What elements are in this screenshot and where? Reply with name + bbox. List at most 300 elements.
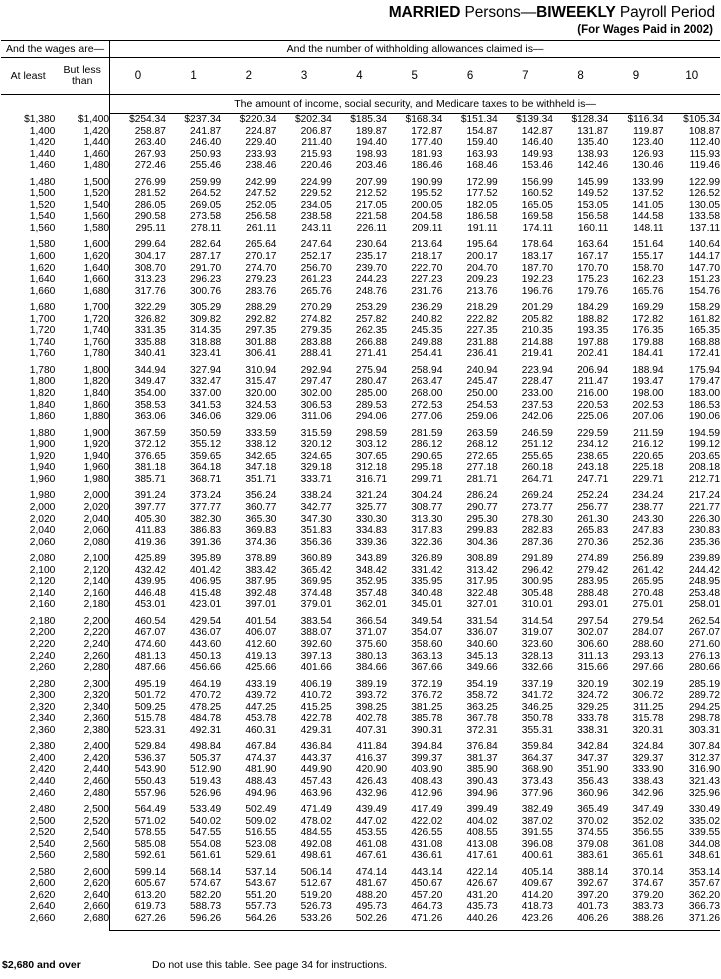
cell-tax-allowance-9: 155.17: [632, 251, 664, 263]
table-row: [1, 878, 720, 890]
cell-tax-allowance-10: 371.26: [688, 913, 720, 924]
cell-at-least: 2,560: [29, 850, 56, 862]
page-subtitle: (For Wages Paid in 2002): [577, 24, 713, 36]
cell-but-less-than: 1,740: [83, 325, 110, 337]
cell-tax-allowance-0: 481.13: [110, 651, 166, 663]
cell-tax-allowance-6: 254.53: [466, 399, 498, 411]
page-title: [0, 4, 715, 22]
cell-tax-allowance-9: 293.13: [632, 650, 664, 662]
cell-tax-allowance-8: 160.11: [577, 222, 609, 234]
cell-but-less-than: 1,800: [83, 364, 110, 376]
cell-at-least: 1,800: [29, 376, 56, 388]
cell-tax-allowance-8: 356.43: [577, 775, 609, 787]
cell-tax-allowance-3: 342.77: [300, 501, 332, 513]
cell-tax-allowance-10: 154.76: [688, 285, 720, 297]
table-row: [1, 177, 720, 189]
cell-tax-allowance-8: 297.54: [577, 615, 609, 627]
cell-tax-allowance-6: 295.30: [466, 513, 498, 525]
cell-at-least: 1,480: [29, 176, 56, 188]
cell-tax-allowance-4: 357.48: [355, 587, 388, 599]
cell-tax-allowance-8: 243.18: [577, 462, 609, 474]
table-row: [1, 137, 720, 149]
cell-tax-allowance-8: 379.08: [577, 838, 609, 850]
cell-tax-allowance-3: 356.36: [300, 536, 332, 548]
cell-tax-allowance-1: 305.29: [190, 302, 222, 314]
cell-tax-allowance-8: 311.13: [577, 650, 609, 662]
cell-tax-allowance-5: 443.14: [411, 866, 443, 878]
cell-tax-allowance-3: 406.19: [300, 678, 332, 690]
cell-tax-allowance-7: $139.34: [516, 114, 553, 125]
cell-tax-allowance-1: 512.90: [190, 764, 222, 776]
cell-tax-allowance-0: 363.06: [110, 411, 166, 423]
cell-tax-allowance-1: 443.60: [190, 638, 222, 650]
cell-tax-allowance-7: 323.60: [521, 638, 553, 650]
cell-tax-allowance-9: 365.61: [632, 850, 664, 862]
cell-but-less-than: 1,720: [83, 313, 110, 325]
cell-tax-allowance-4: 439.49: [355, 804, 388, 816]
cell-tax-allowance-5: 263.47: [411, 376, 443, 388]
cell-tax-allowance-7: 377.96: [521, 787, 553, 799]
cell-tax-allowance-3: 526.73: [300, 901, 332, 913]
title-married: MARRIED: [388, 4, 461, 21]
cell-tax-allowance-2: 229.40: [245, 137, 277, 149]
cell-tax-allowance-3: 498.61: [300, 850, 332, 862]
cell-tax-allowance-2: 310.94: [245, 364, 277, 376]
cell-tax-allowance-6: 308.89: [466, 553, 498, 565]
cell-at-least: 2,500: [29, 815, 56, 827]
cell-but-less-than: 2,520: [83, 815, 110, 827]
cell-tax-allowance-5: 390.31: [411, 724, 443, 736]
table-row: [1, 725, 720, 737]
cell-tax-allowance-4: 393.72: [355, 690, 388, 702]
table-row: [1, 490, 720, 502]
cell-at-least: 2,300: [29, 690, 56, 702]
cell-tax-allowance-0: 439.95: [110, 576, 166, 588]
cell-at-least: 1,460: [29, 160, 56, 172]
cell-tax-allowance-3: 374.48: [300, 587, 332, 599]
table-row: [1, 200, 720, 212]
cell-tax-allowance-2: 292.82: [245, 313, 277, 325]
cell-tax-allowance-7: 305.48: [521, 587, 553, 599]
cell-tax-allowance-5: $168.34: [405, 114, 443, 125]
cell-tax-allowance-5: 431.08: [411, 838, 443, 850]
cell-but-less-than: 2,360: [83, 713, 110, 725]
cell-tax-allowance-4: 352.95: [355, 576, 388, 588]
cell-tax-allowance-5: 204.58: [411, 211, 443, 223]
cell-tax-allowance-1: 456.66: [190, 662, 222, 674]
cell-tax-allowance-9: 347.49: [632, 804, 664, 816]
table-row: [1, 576, 720, 588]
cell-tax-allowance-8: 265.83: [577, 525, 609, 537]
cell-but-less-than: 2,060: [83, 525, 110, 537]
cell-tax-allowance-7: 149.93: [521, 148, 553, 160]
cell-tax-allowance-4: 226.11: [356, 222, 388, 234]
cell-tax-allowance-5: 436.61: [411, 850, 443, 862]
cell-tax-allowance-3: 443.37: [300, 752, 332, 764]
cell-tax-allowance-9: 126.93: [632, 148, 664, 160]
header-allowances: And the number of withholding allowances claimed is—: [110, 41, 720, 58]
cell-tax-allowance-1: 269.05: [190, 199, 222, 211]
cell-tax-allowance-2: 481.90: [245, 764, 277, 776]
cell-tax-allowance-1: 259.99: [190, 176, 222, 188]
cell-tax-allowance-9: 288.60: [632, 638, 664, 650]
cell-at-least: 1,680: [29, 302, 56, 314]
cell-tax-allowance-1: 264.52: [190, 188, 222, 200]
cell-tax-allowance-9: 202.53: [632, 399, 664, 411]
header-col-4: 4: [332, 58, 387, 95]
cell-tax-allowance-7: 278.30: [521, 513, 553, 525]
cell-tax-allowance-8: 202.41: [577, 348, 609, 360]
cell-at-least: 1,920: [29, 450, 56, 462]
cell-tax-allowance-6: 240.94: [466, 364, 498, 376]
cell-at-least: 1,720: [29, 325, 56, 337]
table-row: [1, 679, 720, 691]
cell-tax-allowance-1: 255.46: [190, 160, 222, 172]
cell-tax-allowance-7: 237.53: [521, 399, 553, 411]
header-row-top: [1, 41, 720, 58]
cell-tax-allowance-7: 165.05: [521, 199, 553, 211]
cell-tax-allowance-10: 108.87: [688, 125, 720, 137]
cell-tax-allowance-3: 329.18: [300, 462, 332, 474]
cell-tax-allowance-10: 276.13: [688, 650, 720, 662]
cell-tax-allowance-1: 540.02: [190, 815, 222, 827]
cell-tax-allowance-9: 165.76: [632, 285, 664, 297]
cell-tax-allowance-7: 156.99: [521, 176, 553, 188]
cell-tax-allowance-0: 317.76: [110, 286, 166, 298]
header-row-amount-note: [1, 95, 720, 114]
cell-tax-allowance-5: 345.01: [411, 599, 443, 611]
cell-tax-allowance-5: 381.25: [411, 701, 443, 713]
table-bottom-cell: [387, 925, 442, 931]
cell-tax-allowance-10: 348.61: [688, 850, 720, 862]
cell-tax-allowance-0: 578.55: [110, 827, 166, 839]
cell-at-least: 1,820: [29, 388, 56, 400]
cell-tax-allowance-10: 161.82: [688, 313, 720, 325]
cell-tax-allowance-10: 165.35: [688, 325, 720, 337]
cell-tax-allowance-2: 324.53: [245, 399, 277, 411]
cell-tax-allowance-7: 192.23: [521, 274, 553, 286]
cell-but-less-than: 1,980: [83, 473, 110, 485]
cell-but-less-than: 2,440: [83, 764, 110, 776]
cell-tax-allowance-4: 330.30: [355, 513, 388, 525]
cell-tax-allowance-6: 154.87: [466, 125, 498, 137]
cell-tax-allowance-1: 359.65: [190, 450, 222, 462]
cell-at-least: 2,480: [29, 804, 56, 816]
table-row: [1, 901, 720, 913]
cell-tax-allowance-7: 142.87: [521, 125, 553, 137]
cell-tax-allowance-10: 212.71: [688, 473, 720, 485]
cell-tax-allowance-4: 262.35: [355, 325, 388, 337]
cell-tax-allowance-10: 203.65: [688, 450, 720, 462]
table-row: [1, 599, 720, 611]
cell-tax-allowance-10: 262.54: [688, 615, 720, 627]
cell-tax-allowance-5: 177.40: [411, 137, 443, 149]
page-title-block: [0, 0, 721, 36]
header-col-7: 7: [498, 58, 553, 95]
cell-tax-allowance-3: 283.88: [300, 336, 332, 348]
cell-tax-allowance-8: 211.47: [577, 376, 609, 388]
cell-tax-allowance-1: 526.96: [190, 787, 222, 799]
cell-tax-allowance-5: 326.89: [411, 553, 443, 565]
cell-tax-allowance-3: 338.24: [300, 490, 332, 502]
cell-tax-allowance-2: 342.65: [245, 450, 277, 462]
cell-tax-allowance-10: 151.23: [688, 274, 720, 286]
cell-tax-allowance-5: 240.82: [411, 313, 443, 325]
cell-tax-allowance-0: 460.54: [110, 616, 166, 628]
cell-tax-allowance-5: 403.90: [411, 764, 443, 776]
cell-tax-allowance-10: 168.88: [688, 336, 720, 348]
table-row: [1, 651, 720, 663]
cell-tax-allowance-10: 366.73: [688, 901, 720, 913]
cell-tax-allowance-1: 429.54: [190, 615, 222, 627]
cell-at-least: 2,600: [29, 878, 56, 890]
cell-tax-allowance-10: 244.42: [688, 564, 720, 576]
cell-tax-allowance-2: 392.48: [245, 587, 277, 599]
cell-tax-allowance-10: 115.93: [689, 148, 720, 160]
cell-tax-allowance-5: 200.05: [411, 199, 443, 211]
cell-tax-allowance-9: 374.67: [632, 878, 664, 890]
cell-tax-allowance-0: 529.84: [110, 741, 166, 753]
table-bottom-cell: [553, 925, 608, 931]
cell-tax-allowance-4: 366.54: [355, 615, 388, 627]
cell-tax-allowance-2: 509.02: [245, 815, 277, 827]
cell-tax-allowance-2: 397.01: [245, 599, 277, 611]
cell-tax-allowance-6: 195.64: [466, 239, 498, 251]
cell-tax-allowance-1: 391.36: [190, 536, 222, 548]
cell-tax-allowance-9: 169.29: [632, 302, 664, 314]
cell-tax-allowance-1: 300.76: [190, 285, 222, 297]
cell-tax-allowance-4: 230.64: [355, 239, 388, 251]
cell-tax-allowance-4: 298.59: [355, 427, 388, 439]
cell-tax-allowance-6: 435.73: [466, 901, 498, 913]
cell-tax-allowance-7: 396.08: [521, 838, 553, 850]
table-row: [1, 816, 720, 828]
cell-tax-allowance-6: 263.59: [466, 427, 498, 439]
cell-tax-allowance-4: 221.58: [355, 211, 388, 223]
cell-tax-allowance-0: 331.35: [110, 325, 166, 337]
header-col-5: 5: [387, 58, 442, 95]
cell-tax-allowance-0: 550.43: [110, 776, 166, 788]
cell-tax-allowance-10: 235.36: [688, 536, 720, 548]
cell-tax-allowance-10: 312.37: [688, 752, 720, 764]
cell-tax-allowance-9: 238.77: [632, 501, 664, 513]
cell-tax-allowance-1: 341.53: [190, 399, 222, 411]
header-but-less-line1: But less: [63, 64, 101, 76]
cell-tax-allowance-8: 149.52: [577, 188, 609, 200]
table-row: [1, 867, 720, 879]
cell-tax-allowance-1: 406.95: [190, 576, 222, 588]
cell-tax-allowance-2: 439.72: [245, 690, 277, 702]
cell-tax-allowance-1: 484.78: [190, 713, 222, 725]
cell-tax-allowance-9: 256.89: [632, 553, 664, 565]
cell-tax-allowance-4: 384.66: [355, 662, 388, 674]
cell-tax-allowance-3: 369.95: [300, 576, 332, 588]
cell-tax-allowance-0: 372.12: [110, 439, 166, 451]
cell-but-less-than: 1,440: [83, 137, 110, 149]
cell-tax-allowance-10: 217.24: [688, 490, 720, 502]
cell-tax-allowance-1: 568.14: [190, 866, 222, 878]
cell-tax-allowance-0: 571.02: [110, 816, 166, 828]
cell-tax-allowance-3: 388.07: [300, 627, 332, 639]
cell-at-least: $1,380: [24, 113, 56, 125]
table-row: [1, 388, 720, 400]
cell-tax-allowance-2: 374.36: [245, 536, 277, 548]
cell-tax-allowance-10: 280.66: [688, 662, 720, 674]
cell-tax-allowance-1: 250.93: [190, 148, 222, 160]
cell-tax-allowance-5: 457.20: [411, 889, 443, 901]
cell-tax-allowance-9: 225.18: [632, 462, 664, 474]
cell-tax-allowance-4: 294.06: [355, 411, 388, 423]
cell-tax-allowance-2: 306.41: [245, 348, 277, 360]
cell-tax-allowance-5: 349.54: [411, 615, 443, 627]
cell-tax-allowance-8: 131.87: [577, 125, 609, 137]
cell-tax-allowance-0: 585.08: [110, 839, 166, 851]
cell-tax-allowance-5: 367.66: [411, 662, 443, 674]
cell-at-least: 2,540: [29, 838, 56, 850]
cell-tax-allowance-6: 218.29: [466, 302, 498, 314]
cell-tax-allowance-2: 529.61: [245, 850, 277, 862]
cell-tax-allowance-7: 350.78: [521, 713, 553, 725]
cell-tax-allowance-2: 274.70: [245, 262, 277, 274]
cell-tax-allowance-4: 217.05: [355, 199, 388, 211]
cell-tax-allowance-0: 263.40: [110, 137, 166, 149]
cell-tax-allowance-10: 258.01: [688, 599, 720, 611]
cell-tax-allowance-1: 596.26: [190, 913, 222, 924]
cell-tax-allowance-7: 291.89: [521, 553, 553, 565]
cell-tax-allowance-5: 450.67: [411, 878, 443, 890]
cell-at-least: 2,520: [29, 827, 56, 839]
cell-tax-allowance-3: 238.58: [300, 211, 332, 223]
table-bottom-cell: [442, 925, 497, 931]
table-row: [1, 274, 720, 286]
cell-tax-allowance-8: 401.73: [577, 901, 609, 913]
table-row: [1, 239, 720, 251]
cell-tax-allowance-0: 487.66: [110, 662, 166, 674]
table-row: [1, 639, 720, 651]
cell-tax-allowance-1: 547.55: [190, 827, 222, 839]
cell-tax-allowance-2: 419.13: [245, 650, 277, 662]
cell-tax-allowance-10: 172.41: [688, 348, 720, 360]
cell-tax-allowance-4: 316.71: [355, 473, 388, 485]
cell-tax-allowance-2: 265.64: [245, 239, 277, 251]
cell-tax-allowance-3: 457.43: [300, 775, 332, 787]
cell-tax-allowance-5: 290.65: [411, 450, 443, 462]
cell-tax-allowance-8: 320.19: [577, 678, 609, 690]
cell-tax-allowance-9: 141.05: [632, 199, 664, 211]
cell-tax-allowance-2: 247.52: [245, 188, 277, 200]
cell-tax-allowance-0: 344.94: [110, 365, 166, 377]
cell-but-less-than: 1,760: [83, 336, 110, 348]
cell-at-least: 1,880: [29, 427, 56, 439]
cell-tax-allowance-5: 218.17: [411, 251, 443, 263]
cell-tax-allowance-7: 300.95: [521, 576, 553, 588]
cell-but-less-than: 2,600: [83, 866, 110, 878]
cell-tax-allowance-5: 335.95: [411, 576, 443, 588]
table-bottom-cell: [55, 925, 109, 931]
cell-but-less-than: 2,660: [83, 901, 110, 913]
cell-tax-allowance-3: 274.82: [300, 313, 332, 325]
cell-tax-allowance-7: 210.35: [521, 325, 553, 337]
cell-tax-allowance-1: 278.11: [190, 222, 222, 234]
cell-tax-allowance-5: 376.72: [411, 690, 443, 702]
cell-tax-allowance-8: 324.72: [577, 690, 609, 702]
cell-tax-allowance-1: 588.73: [190, 901, 222, 913]
table-row: [1, 428, 720, 440]
header-col-0: 0: [110, 58, 166, 95]
cell-tax-allowance-6: 168.46: [466, 160, 498, 172]
cell-tax-allowance-2: 453.78: [245, 713, 277, 725]
cell-tax-allowance-5: 222.70: [411, 262, 443, 274]
cell-tax-allowance-3: 347.30: [300, 513, 332, 525]
cell-tax-allowance-2: 238.46: [245, 160, 277, 172]
table-row: [1, 514, 720, 526]
cell-tax-allowance-7: 400.61: [521, 850, 553, 862]
cell-tax-allowance-0: 391.24: [110, 490, 166, 502]
table-row: [1, 690, 720, 702]
table-row: [1, 439, 720, 451]
cell-tax-allowance-5: 422.02: [411, 815, 443, 827]
cell-but-less-than: 2,140: [83, 576, 110, 588]
cell-tax-allowance-1: 332.47: [190, 376, 222, 388]
cell-tax-allowance-2: 256.58: [245, 211, 277, 223]
cell-tax-allowance-9: 284.07: [632, 627, 664, 639]
cell-tax-allowance-2: 320.00: [245, 388, 277, 400]
cell-at-least: 2,320: [29, 701, 56, 713]
cell-tax-allowance-7: 418.73: [521, 901, 553, 913]
cell-tax-allowance-7: 246.59: [521, 427, 553, 439]
cell-tax-allowance-9: 148.11: [633, 222, 664, 234]
cell-tax-allowance-0: 619.73: [110, 901, 166, 913]
header-col-1: 1: [166, 58, 221, 95]
cell-tax-allowance-6: 213.76: [466, 285, 498, 297]
cell-tax-allowance-4: 416.37: [355, 752, 388, 764]
table-row: [1, 474, 720, 486]
cell-tax-allowance-9: 311.25: [633, 701, 664, 713]
header-col-8: 8: [553, 58, 608, 95]
cell-tax-allowance-7: 183.17: [521, 251, 553, 263]
cell-tax-allowance-6: 354.19: [466, 678, 498, 690]
cell-tax-allowance-3: 324.65: [300, 450, 332, 462]
cell-tax-allowance-9: 324.84: [632, 741, 664, 753]
cell-tax-allowance-3: 519.20: [300, 889, 332, 901]
cell-tax-allowance-8: 156.58: [577, 211, 609, 223]
cell-tax-allowance-8: 175.23: [577, 274, 609, 286]
table-row: [1, 302, 720, 314]
cell-tax-allowance-6: 349.66: [466, 662, 498, 674]
cell-tax-allowance-3: 252.17: [300, 251, 332, 263]
cell-but-less-than: 2,100: [83, 553, 110, 565]
cell-tax-allowance-2: 233.93: [245, 148, 277, 160]
cell-tax-allowance-5: 331.42: [411, 564, 443, 576]
table-footer: [2, 959, 717, 971]
cell-tax-allowance-9: 247.83: [632, 525, 664, 537]
cell-tax-allowance-3: 397.13: [300, 650, 332, 662]
cell-tax-allowance-2: 360.77: [245, 501, 277, 513]
cell-tax-allowance-6: 408.55: [466, 827, 498, 839]
cell-tax-allowance-8: 342.84: [577, 741, 609, 753]
cell-tax-allowance-6: 250.00: [466, 388, 498, 400]
cell-tax-allowance-2: 338.12: [245, 439, 277, 451]
cell-tax-allowance-4: 339.36: [355, 536, 388, 548]
cell-tax-allowance-10: 330.49: [688, 804, 720, 816]
table-row: [1, 211, 720, 223]
cell-tax-allowance-9: 352.02: [632, 815, 664, 827]
table-row: [1, 839, 720, 851]
cell-tax-allowance-2: 557.73: [245, 901, 277, 913]
cell-tax-allowance-7: 233.00: [521, 388, 553, 400]
cell-tax-allowance-3: 261.23: [300, 274, 332, 286]
cell-tax-allowance-0: 509.25: [110, 702, 166, 714]
